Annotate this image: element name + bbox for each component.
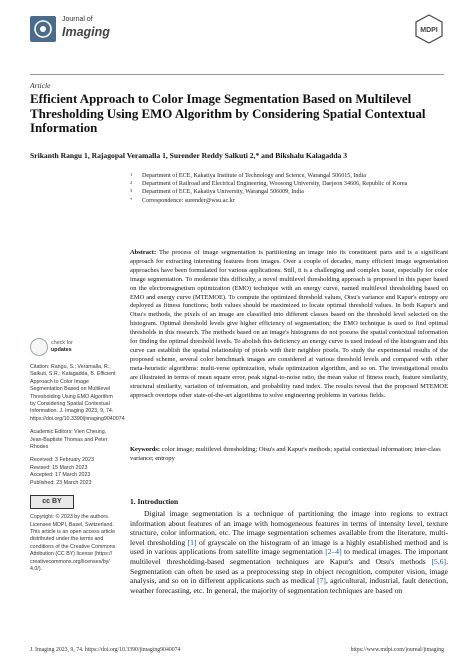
sidebar-metadata [30, 364, 125, 579]
author-list [30, 151, 450, 160]
citation-block: Citation: Rangu, S.; Veramalla, R.; Salkuti, S.R.; Kalagadda, B. Efficient Approach to Color Image Segmentation Based on Multilevel Thresholding Using EMO Algorithm by Considering Spatial Contextual Information. J. Imaging 2023, 9, 74. https://doi.org/10.3390/jimaging9040074 [30, 364, 125, 422]
correspondence [130, 197, 450, 205]
intro-text: of grayscale on the histogram of an image is a highly established method and is used in various applications from satellite image segmentation [130, 537, 448, 557]
date-revised: Revised: 15 March 2023 [30, 464, 88, 471]
abstract-label: Abstract: [130, 249, 157, 256]
keywords [130, 446, 448, 464]
intro-text: to medical images. The important multilevel thresholding-based segmentation techniques are Kapur's and Otsu's methods [130, 547, 448, 566]
date-accepted: Accepted: 17 March 2023 [30, 472, 91, 479]
citation-link[interactable]: [1] [187, 537, 197, 547]
journal-logo-icon [30, 16, 56, 42]
mdpi-logo-text: MDPI [420, 27, 438, 34]
academic-editors: Academic Editors: Vien Cheung, Jean-Baptiste Thomas and Peter Rhodes [30, 429, 108, 451]
journal-header [30, 14, 444, 58]
abstract-text: The process of image segmentation is partitioning an image into its constituent parts and is a significant approach for extracting interesting features from images. Over a couple of decades, many efficient image segmentation approaches have been formulated for various applications. Still, it is a challenging and complex issue, especially for color image segmentation. To moderate this difficulty, a novel multilevel thresholding approach is proposed in this paper based on the electromagnetism optimization (EMO) technique with an energy curve, named multilevel thresholding based on EMO and energy curve (MTEMOE). To compute the optimized threshold values, Otsu's variance and Kapur's entropy are deployed as fitness functions; both values should be maximized to locate optimal threshold values. In both Kapur's and Otsu's methods, the pixels of an image are classified into different classes based on the threshold level selected on the histogram. Optimal threshold levels give higher efficiency of segmentation; the EMO technique is used to find optimal thresholds in this research. The methods based on an image's histograms do not possess the spatial contextual information for finding the optimal threshold levels. To abolish this deficiency an energy curve is used instead of the histogram and this curve can establish the spatial relationship of pixels with their neighbor pixels. To study the experimental results of the proposed scheme, several color benchmark images are considered at various threshold levels and compared with other meta-heuristic algorithms: multi-verse optimization, whale optimization algorithm, and so on. The investigational results are illustrated in terms of mean square error, peak signal-to-noise ratio, the mean value of fitness reach, feature similarity, structural similarity, variation of information, and probability rand index. The results reveal that the proposed MTEMOE approach overtops other state-of-the-art algorithms to solve engineering problems in various fields. [130, 249, 448, 399]
affiliation-text: Department of ECE, Kakatiya Institute of Technology and Science, Warangal 506015, India [142, 173, 366, 179]
date-received: Received: 3 February 2023 [30, 457, 94, 464]
intro-text: , agricultural, industrial, fault detection, weather forecasting, etc. In general, the majority of segmentation techniques are based on [130, 576, 448, 595]
section-heading-introduction: 1. Introduction [130, 497, 179, 506]
introduction-paragraph [130, 509, 448, 595]
check-updates-line1: check for [51, 340, 73, 346]
affiliation-number: 2 [130, 180, 133, 186]
affiliation-text: Department of Railroad and Electrical Engineering, Woosong University, Daejeon 34606, Republic of Korea [142, 181, 408, 188]
affiliations [130, 172, 450, 205]
correspondence-text[interactable]: Correspondence: surender@wsu.ac.kr [142, 197, 235, 204]
check-updates-line2: updates [51, 346, 72, 353]
affiliation-item [130, 180, 450, 188]
keywords-text: color image; multilevel thresholding; Otsu's and Kapur's methods; spatial contextual information; inter-class variance; entropy [130, 446, 441, 462]
paper-title: Efficient Approach to Color Image Segmentation Based on Multilevel Thresholding Using EMO Algorithm by Considering Spatial Contextual Information [30, 92, 426, 135]
copyright-notice: Copyright: © 2023 by the authors. Licensee MDPI, Basel, Switzerland. This article is an open access article distributed under the terms and conditions of the Creative Commons Attribution (CC BY) license (https:// creativecommons.org/licenses/by/ 4.0/). [30, 514, 116, 572]
footer-journal-url[interactable]: https://www.mdpi.com/journal/jimaging [350, 647, 444, 653]
keywords-label: Keywords: [130, 446, 161, 453]
affiliation-item [130, 172, 450, 180]
journal-name[interactable]: Imaging [62, 25, 110, 39]
abstract [130, 249, 448, 400]
affiliation-number: 3 [130, 188, 133, 194]
journal-of-label: Journal of [62, 16, 93, 23]
affiliation-number: 1 [130, 172, 133, 177]
mdpi-logo-icon[interactable] [414, 14, 444, 44]
date-published: Published: 23 March 2023 [30, 479, 92, 486]
author-names: Srikanth Rangu 1, Rajagopal Veramalla 1, Surender Reddy Salkuti 2,* and Bikshalu Kalagadda 3 [30, 151, 348, 160]
cc-by-license-icon[interactable]: cc BY [30, 495, 74, 509]
affiliation-text: Department of ECE, Kakatiya University, Warangal 506009, India [142, 189, 304, 196]
footer-citation[interactable]: J. Imaging 2023, 9, 74. https://doi.org/10.3390/jimaging9040074 [30, 647, 181, 653]
check-for-updates-button[interactable] [30, 338, 100, 358]
affiliation-item [130, 188, 450, 196]
intro-text: . Segmentation can often be used as a preprocessing step in object recognition, computer vision, image analysis, and so on in different applications such as medical [130, 556, 448, 586]
citation-link[interactable]: [7] [317, 576, 326, 586]
article-type-label: Article [30, 81, 51, 90]
citation-link[interactable]: [2–4] [325, 547, 342, 557]
header-divider [30, 74, 444, 75]
check-updates-icon [30, 338, 48, 356]
publication-dates [30, 457, 118, 487]
citation-link[interactable]: [5,6] [431, 556, 447, 566]
affiliation-number: * [130, 196, 133, 202]
intro-text: Digital image segmentation is a technique of partitioning the image into regions to extract information about features of an image with homogeneous features in terms of intensity level, texture structure, color information, etc. The image segmentation schemes available from the literature, multi-level thresholding [130, 509, 448, 547]
